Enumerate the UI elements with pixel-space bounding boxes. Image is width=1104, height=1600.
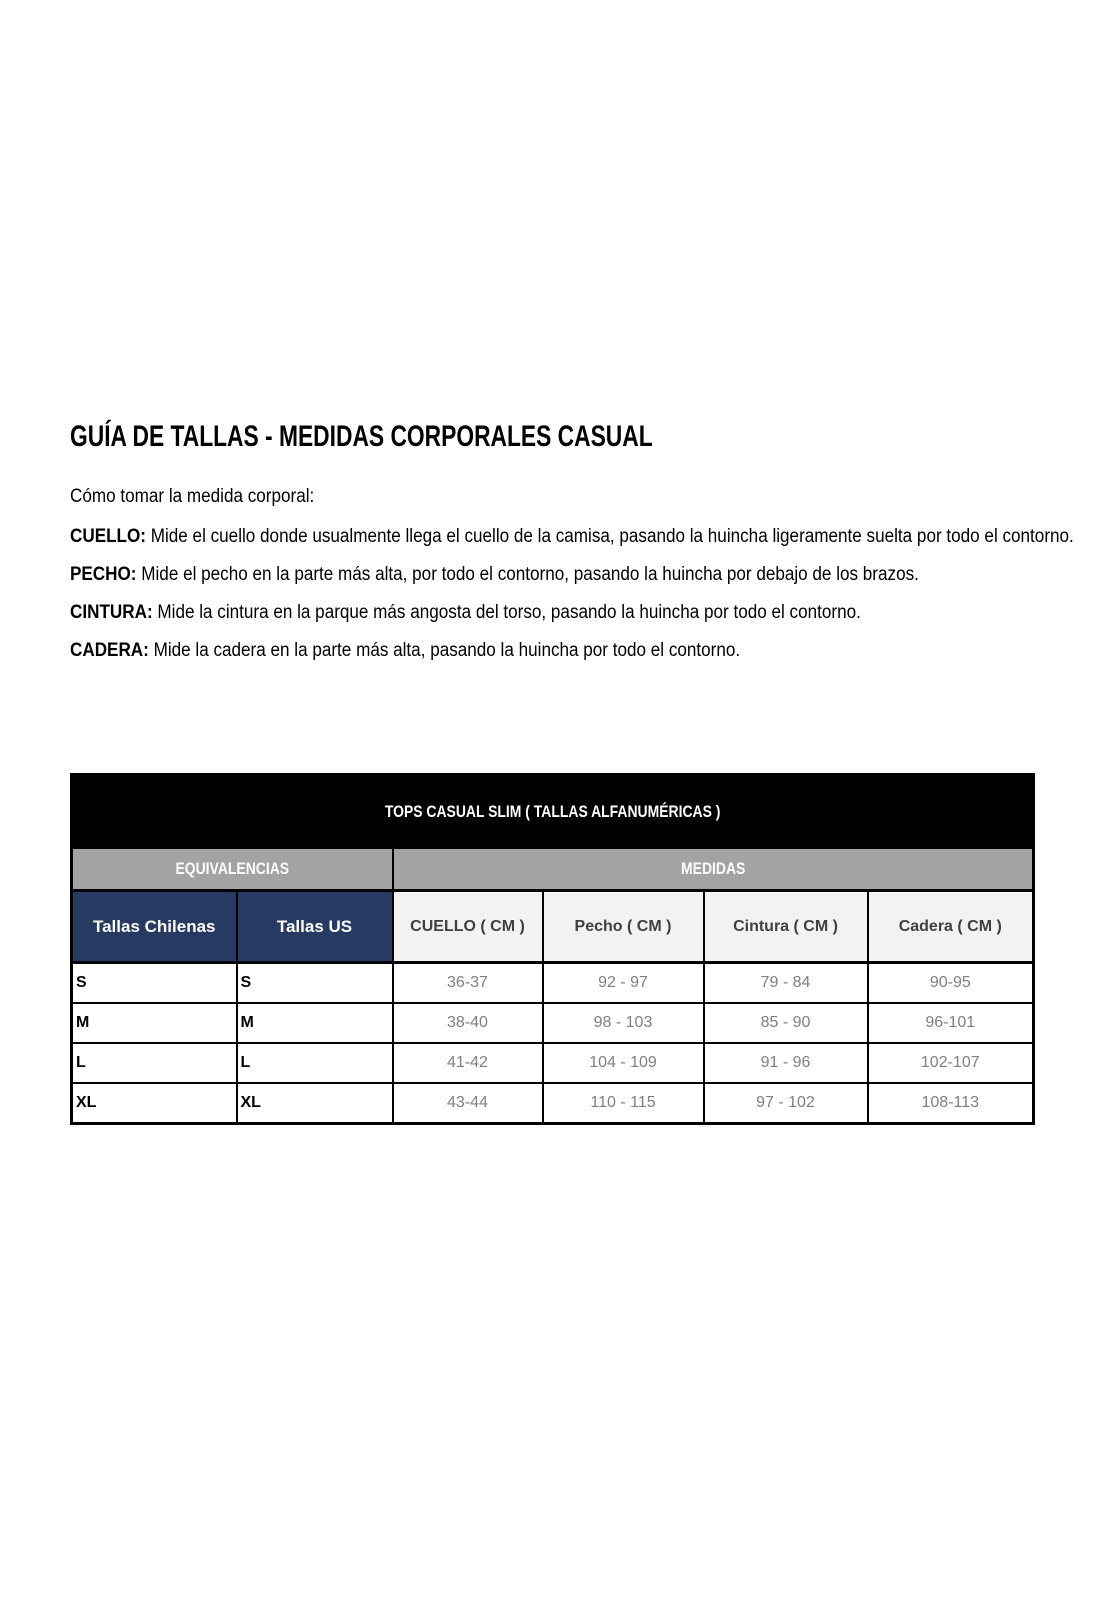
cell-cintura: 91 - 96 [704, 1043, 868, 1083]
table-column-header-row [72, 891, 1034, 963]
instruction-cintura [70, 599, 1104, 626]
cell-talla-us: XL [237, 1083, 393, 1124]
page-title-text: GUÍA DE TALLAS - MEDIDAS CORPORALES CASUAL [70, 420, 653, 453]
group-header-equivalencias-text: EQUIVALENCIAS [175, 859, 290, 878]
group-header-medidas [393, 848, 1034, 891]
size-table [70, 773, 1035, 1125]
cell-talla-us: S [237, 963, 393, 1004]
cell-cadera: 96-101 [868, 1003, 1034, 1043]
table-title-text: TOPS CASUAL SLIM ( TALLAS ALFANUMÉRICAS ) [384, 801, 721, 821]
instruction-cuello-label: CUELLO: [70, 526, 146, 547]
page-title [70, 421, 1032, 453]
column-header-pecho: Pecho ( CM ) [543, 891, 704, 963]
cell-cintura: 97 - 102 [704, 1083, 868, 1124]
table-title-cell [72, 775, 1034, 849]
cell-pecho: 104 - 109 [543, 1043, 704, 1083]
column-header-tallas-chilenas: Tallas Chilenas [72, 891, 237, 963]
cell-cadera: 108-113 [868, 1083, 1034, 1124]
table-row-l [72, 1043, 1034, 1083]
instruction-cintura-text: Mide la cintura en la parque más angosta del torso, pasando la huincha por todo el contorno. [157, 602, 861, 623]
group-header-equivalencias [72, 848, 393, 891]
cell-talla-us: L [237, 1043, 393, 1083]
table-row-m [72, 1003, 1034, 1043]
cell-pecho: 92 - 97 [543, 963, 704, 1004]
cell-cadera: 102-107 [868, 1043, 1034, 1083]
column-header-cintura: Cintura ( CM ) [704, 891, 868, 963]
cell-pecho: 98 - 103 [543, 1003, 704, 1043]
instruction-pecho-text: Mide el pecho en la parte más alta, por todo el contorno, pasando la huincha por debajo de los brazos. [141, 564, 919, 585]
cell-cuello: 38-40 [393, 1003, 543, 1043]
cell-cuello: 43-44 [393, 1083, 543, 1124]
table-group-header-row [72, 848, 1034, 891]
group-header-medidas-text: MEDIDAS [680, 859, 745, 878]
table-title-row [72, 775, 1034, 849]
cell-talla-chilena: M [72, 1003, 237, 1043]
cell-talla-us: M [237, 1003, 393, 1043]
cell-cintura: 85 - 90 [704, 1003, 868, 1043]
document-content [70, 420, 1074, 1125]
cell-cintura: 79 - 84 [704, 963, 868, 1004]
table-row-xl [72, 1083, 1034, 1124]
instruction-pecho-label: PECHO: [70, 564, 137, 585]
column-header-cadera: Cadera ( CM ) [868, 891, 1034, 963]
instruction-cadera-label: CADERA: [70, 640, 149, 661]
cell-cuello: 41-42 [393, 1043, 543, 1083]
instruction-cadera [70, 637, 1104, 664]
table-row-s [72, 963, 1034, 1004]
cell-talla-chilena: S [72, 963, 237, 1004]
cell-pecho: 110 - 115 [543, 1083, 704, 1124]
instruction-cadera-text: Mide la cadera en la parte más alta, pasando la huincha por todo el contorno. [153, 640, 741, 661]
instruction-pecho [70, 561, 1104, 588]
cell-talla-chilena: XL [72, 1083, 237, 1124]
intro-text: Cómo tomar la medida corporal: [70, 486, 315, 507]
instruction-cuello [70, 523, 1104, 550]
cell-talla-chilena: L [72, 1043, 237, 1083]
column-header-cuello: CUELLO ( CM ) [393, 891, 543, 963]
cell-cuello: 36-37 [393, 963, 543, 1004]
instruction-cuello-text: Mide el cuello donde usualmente llega el cuello de la camisa, pasando la huincha ligeramente suelta por todo el contorno. [150, 526, 1074, 547]
column-header-tallas-us: Tallas US [237, 891, 393, 963]
cell-cadera: 90-95 [868, 963, 1034, 1004]
instruction-cintura-label: CINTURA: [70, 602, 153, 623]
